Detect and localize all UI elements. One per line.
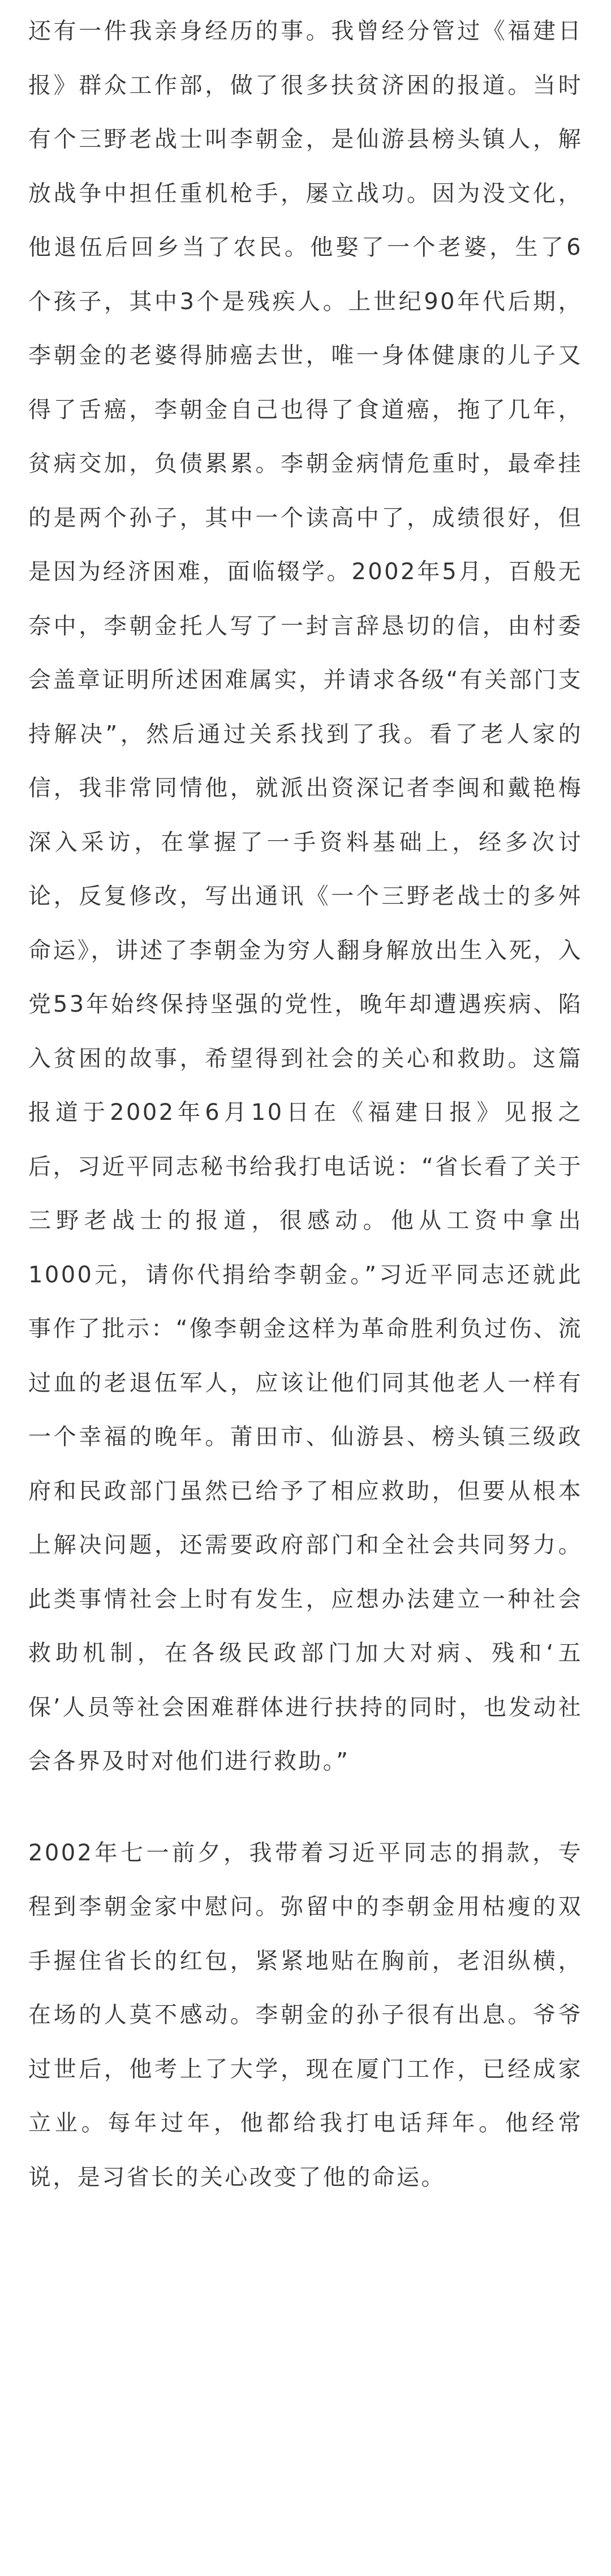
article-body — [28, 5, 583, 2205]
article-paragraph-1: 还有一件我亲身经历的事。我曾经分管过《福建日报》群众工作部，做了很多扶贫济困的报道。当时有个三野老战士叫李朝金，是仙游县榜头镇人，解放战争中担任重机枪手，屡立战功。因为没文化，他退伍后回乡当了农民。他娶了一个老婆，生了6个孩子，其中3个是残疾人。上世纪90年代后期，李朝金的老婆得肺癌去世，唯一身体健康的儿子又得了舌癌，李朝金自己也得了食道癌，拖了几年，贫病交加，负债累累。李朝金病情危重时，最牵挂的是两个孙子，其中一个读高中了，成绩很好，但是因为经济困难，面临辍学。2002年5月，百般无奈中，李朝金托人写了一封言辞恳切的信，由村委会盖章证明所述困难属实，并请求各级“有关部门支持解决”，然后通过关系找到了我。看了老人家的信，我非常同情他，就派出资深记者李闽和戴艳梅深入采访，在掌握了一手资料基础上，经多次讨论，反复修改，写出通讯《一个三野老战士的多舛命运》，讲述了李朝金为穷人翻身解放出生入死，入党53年始终保持坚强的党性，晚年却遭遇疾病、陷入贫困的故事，希望得到社会的关心和救助。这篇报道于2002年6月10日在《福建日报》见报之后，习近平同志秘书给我打电话说：“省长看了关于三野老战士的报道，很感动。他从工资中拿出1000元，请你代捐给李朝金。”习近平同志还就此事作了批示：“像李朝金这样为革命胜利负过伤、流过血的老退伍军人，应该让他们同其他老人一样有一个幸福的晚年。莆田市、仙游县、榜头镇三级政府和民政部门虽然已给予了相应救助，但要从根本上解决问题，还需要政府部门和全社会共同努力。此类事情社会上时有发生，应想办法建立一种社会救助机制，在各级民政部门加大对病、残和‘五保’人员等社会困难群体进行扶持的同时，也发动社会各界及时对他们进行救助。” — [28, 18, 583, 1774]
article-paragraph-2: 2002年七一前夕，我带着习近平同志的捐款，专程到李朝金家中慰问。弥留中的李朝金用枯瘦的双手握住省长的红包，紧紧地贴在胸前，老泪纵横，在场的人莫不感动。李朝金的孙子很有出息。爷爷过世后，他考上了大学，现在厦门工作，已经成家立业。每年过年，他都给我打电话拜年。他经常说，是习省长的关心改变了他的命运。 — [28, 1839, 583, 2190]
